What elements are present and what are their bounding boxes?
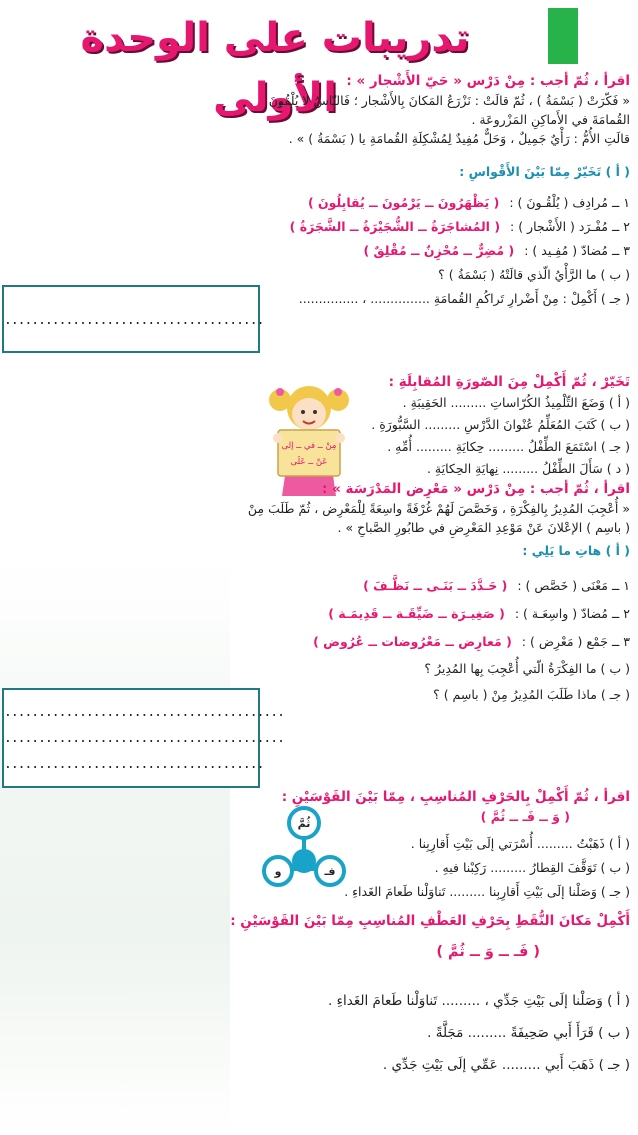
choice-item [268,600,630,628]
section-heading: اقرأ ، ثُمّ أجب : مِنْ دَرْس « حَيّ الأَشْجار » : [346,73,630,89]
exercise-line: ( أ ) وَصَلْنا إلَى بَيْتِ جَدِّي ، ......... تَناوَلْنا طَعامَ الغَداءِ . [328,993,630,1009]
answer-line: ...................................... [4,757,264,772]
section-heading: اقرأ ، ثُمّ أَكْمِلْ بِالحَرْفِ المُناسِبِ ، مِمّا بَيْنَ القَوْسَيْنِ : [281,789,630,805]
exercise-line: ( ب ) كَتَبَ المُعَلِّمُ عُنْوانَ الدَّرْسِ ......... السَّبُّورَةِ . [371,417,630,432]
question-b: ( ب ) ما الرَّأْيُ الّذي قالَتْهُ ( بَسْمَةُ ) ؟ [438,267,630,282]
choice-item [268,628,630,656]
conjunction-circles-diagram [262,805,346,891]
exercise-line: ( جـ ) اسْتَمَعَ الطِّفْلُ ......... حِكايَةِ ......... أُمِّهِ . [387,439,630,454]
passage-line: « فَكّرَتْ ( بَسْمَةُ ) ، ثُمّ قالَتْ : نَزْرَعُ المَكانَ بِالأَشْجار ؛ فَالنّاسُ لا يُلْقُونَ [268,93,630,108]
choice-item [268,572,630,600]
choice-options: ( مَعارِض ــ مَعْرُوضات ــ عُرُوض ) [313,634,512,649]
choice-text: ٣ ــ جَمْع ( مَعْرِض ) : [521,634,630,649]
choice-options: ( مُضِرٌّ ــ مُحْزِنٌ ــ مُقْلِقٌ ) [363,243,515,258]
choice-options: ( يَظْهَرُونَ ــ يَرْمُونَ ــ يُقابِلُونَ ) [307,195,500,210]
exercise-line: ( ب ) تَوَقَّفَ القِطارُ ......... رَكِبْنا فيهِ . [434,860,630,875]
answer-line: ...................................... [4,313,264,328]
options-list: ( فَـ ــ وَ ــ ثُمَّ ) [436,944,540,960]
question-c: ( جـ ) أَكْمِلْ : مِنْ أَضْرارِ تَراكُمِ القُمامَةِ ............... ، ............... [298,291,630,306]
options-list: ( وَ ــ فَـ ــ ثُمَّ ) [480,809,570,824]
section-school-exhibition [247,480,630,708]
choice-text: ١ ــ مَعْنَى ( خَصَّص ) : [517,578,630,593]
choice-text: ٢ ــ مُفْـرَد ( الأَشْجار ) : [510,219,630,234]
answer-line: ......................................... [4,705,284,720]
answer-box-1[interactable] [2,285,264,353]
exercise-line: ( أ ) ذَهَبْتُ ......... أُسْرَتي إلَى بَيْتِ أَقارِبِنا . [410,836,630,851]
sub-question-a: ( أ ) تَخَيّرْ مِمّا بَيْنَ الأَقْواسِ : [459,164,630,179]
choice-options: ( صَغِيـرَة ــ ضَيِّقَـة ــ قَدِيمَـة ) [328,606,505,621]
choice-options: ( المُشاجَرَةُ ــ الشُّجَيْرَةُ ــ الشَّجَرَةُ ) [289,219,501,234]
passage-line: القُمامَةَ في الأَماكِنِ المَزْروعَة . [471,112,630,127]
circle-label-top: ثُمَّ [297,817,311,830]
sub-question-a: ( أ ) هاتِ ما يَلِي : [522,543,630,558]
exercise-line: ( ب ) قَرَأَ أَبي صَحِيفَةً ......... مَجَلَّةً . [427,1025,630,1041]
question-b: ( ب ) ما الفِكْرَةُ الّتي أُعْجِبَ بِها المُدِيرُ ؟ [424,661,630,676]
section-heading: أَكْمِلْ مَكانَ النُّقَطِ بِحَرْفِ العَطْفِ المُناسِبِ مِمّا بَيْنَ القَوْسَيْنِ : [230,913,630,929]
sign-text-line-2: عَنْ ــ عَلَى [290,457,328,467]
answer-line: ......................................... [4,731,284,746]
choice-options: ( حَـدَّدَ ــ بَنَـى ــ نَظَّـفَ ) [363,578,508,593]
choice-text: ١ ــ مُرادِف ( يُلْقُـونَ ) : [509,195,630,210]
choice-item [268,191,630,215]
passage-line: ( باسِم ) الإعْلانَ عَنْ مَوْعِدِ المَعْرِضِ في طابُورِ الصَّباحِ » . [337,520,630,535]
exercise-line: ( أ ) وَضَعَ التِّلْمِيذُ الكُرّاساتِ ......... الحَقِيبَةِ . [402,395,630,410]
choice-item [268,215,630,239]
exercise-line: ( د ) سَأَلَ الطِّفْلُ ......... نِهايَةِ الحِكايَةِ . [426,461,630,476]
passage-line: قالَتِ الأُمُّ : رَأْيٌ جَمِيلٌ ، وَحَلٌّ مُفِيدٌ لِمُشْكِلَةِ القُمامَةِ يا ( بَسْمَةُ ) » . [288,131,630,146]
sign-text-line-1: مِنْ ــ في ــ إلى [281,441,337,451]
circle-label-left: و [274,865,282,878]
circle-label-right: فـ [324,865,336,878]
exercise-line: ( جـ ) ذَهَبَ أَبي ......... عَمِّي إلَى بَيْتِ جَدِّي . [382,1057,630,1073]
section-conjunctions-2 [230,905,630,1081]
section-heading: اقرأ ، ثُمّ أجب : مِنْ دَرْس « مَعْرِض المَدْرَسَة » : [321,481,630,497]
choice-item [268,239,630,263]
answer-box-2[interactable] [2,688,284,788]
section-trees-lesson [268,72,630,311]
exercise-line: ( جـ ) وَصَلْنا إلَى بَيْتِ أَقارِبِنا ......... تَناوَلْنا طَعامَ الغَداءِ . [344,884,630,899]
title-accent-bar [548,8,578,64]
choice-text: ٣ ــ مُضادّ ( مُفِـيد ) : [524,243,630,258]
background-decoration [0,560,230,1135]
choice-text: ٢ ــ مُضادّ ( واسِعَـة ) : [514,606,630,621]
section-heading: تَخَيّرْ ، ثُمّ أَكْمِلْ مِنَ الصّورَةِ المُقابِلَةِ : [388,374,630,390]
question-c: ( جـ ) ماذا طَلَبَ المُدِيرُ مِنْ ( باسِم ) ؟ [433,687,630,702]
page-title: تدريبات على الوحدة الأولى [80,15,470,121]
passage-line: « أُعْجِبَ المُدِيرُ بِالفِكْرَةِ ، وَخَصَّصَ لَهُمْ غُرْفَةً واسِعَةً لِلْمَعْرِض ، ثُمّ طَلَبَ مِنْ [247,501,630,516]
